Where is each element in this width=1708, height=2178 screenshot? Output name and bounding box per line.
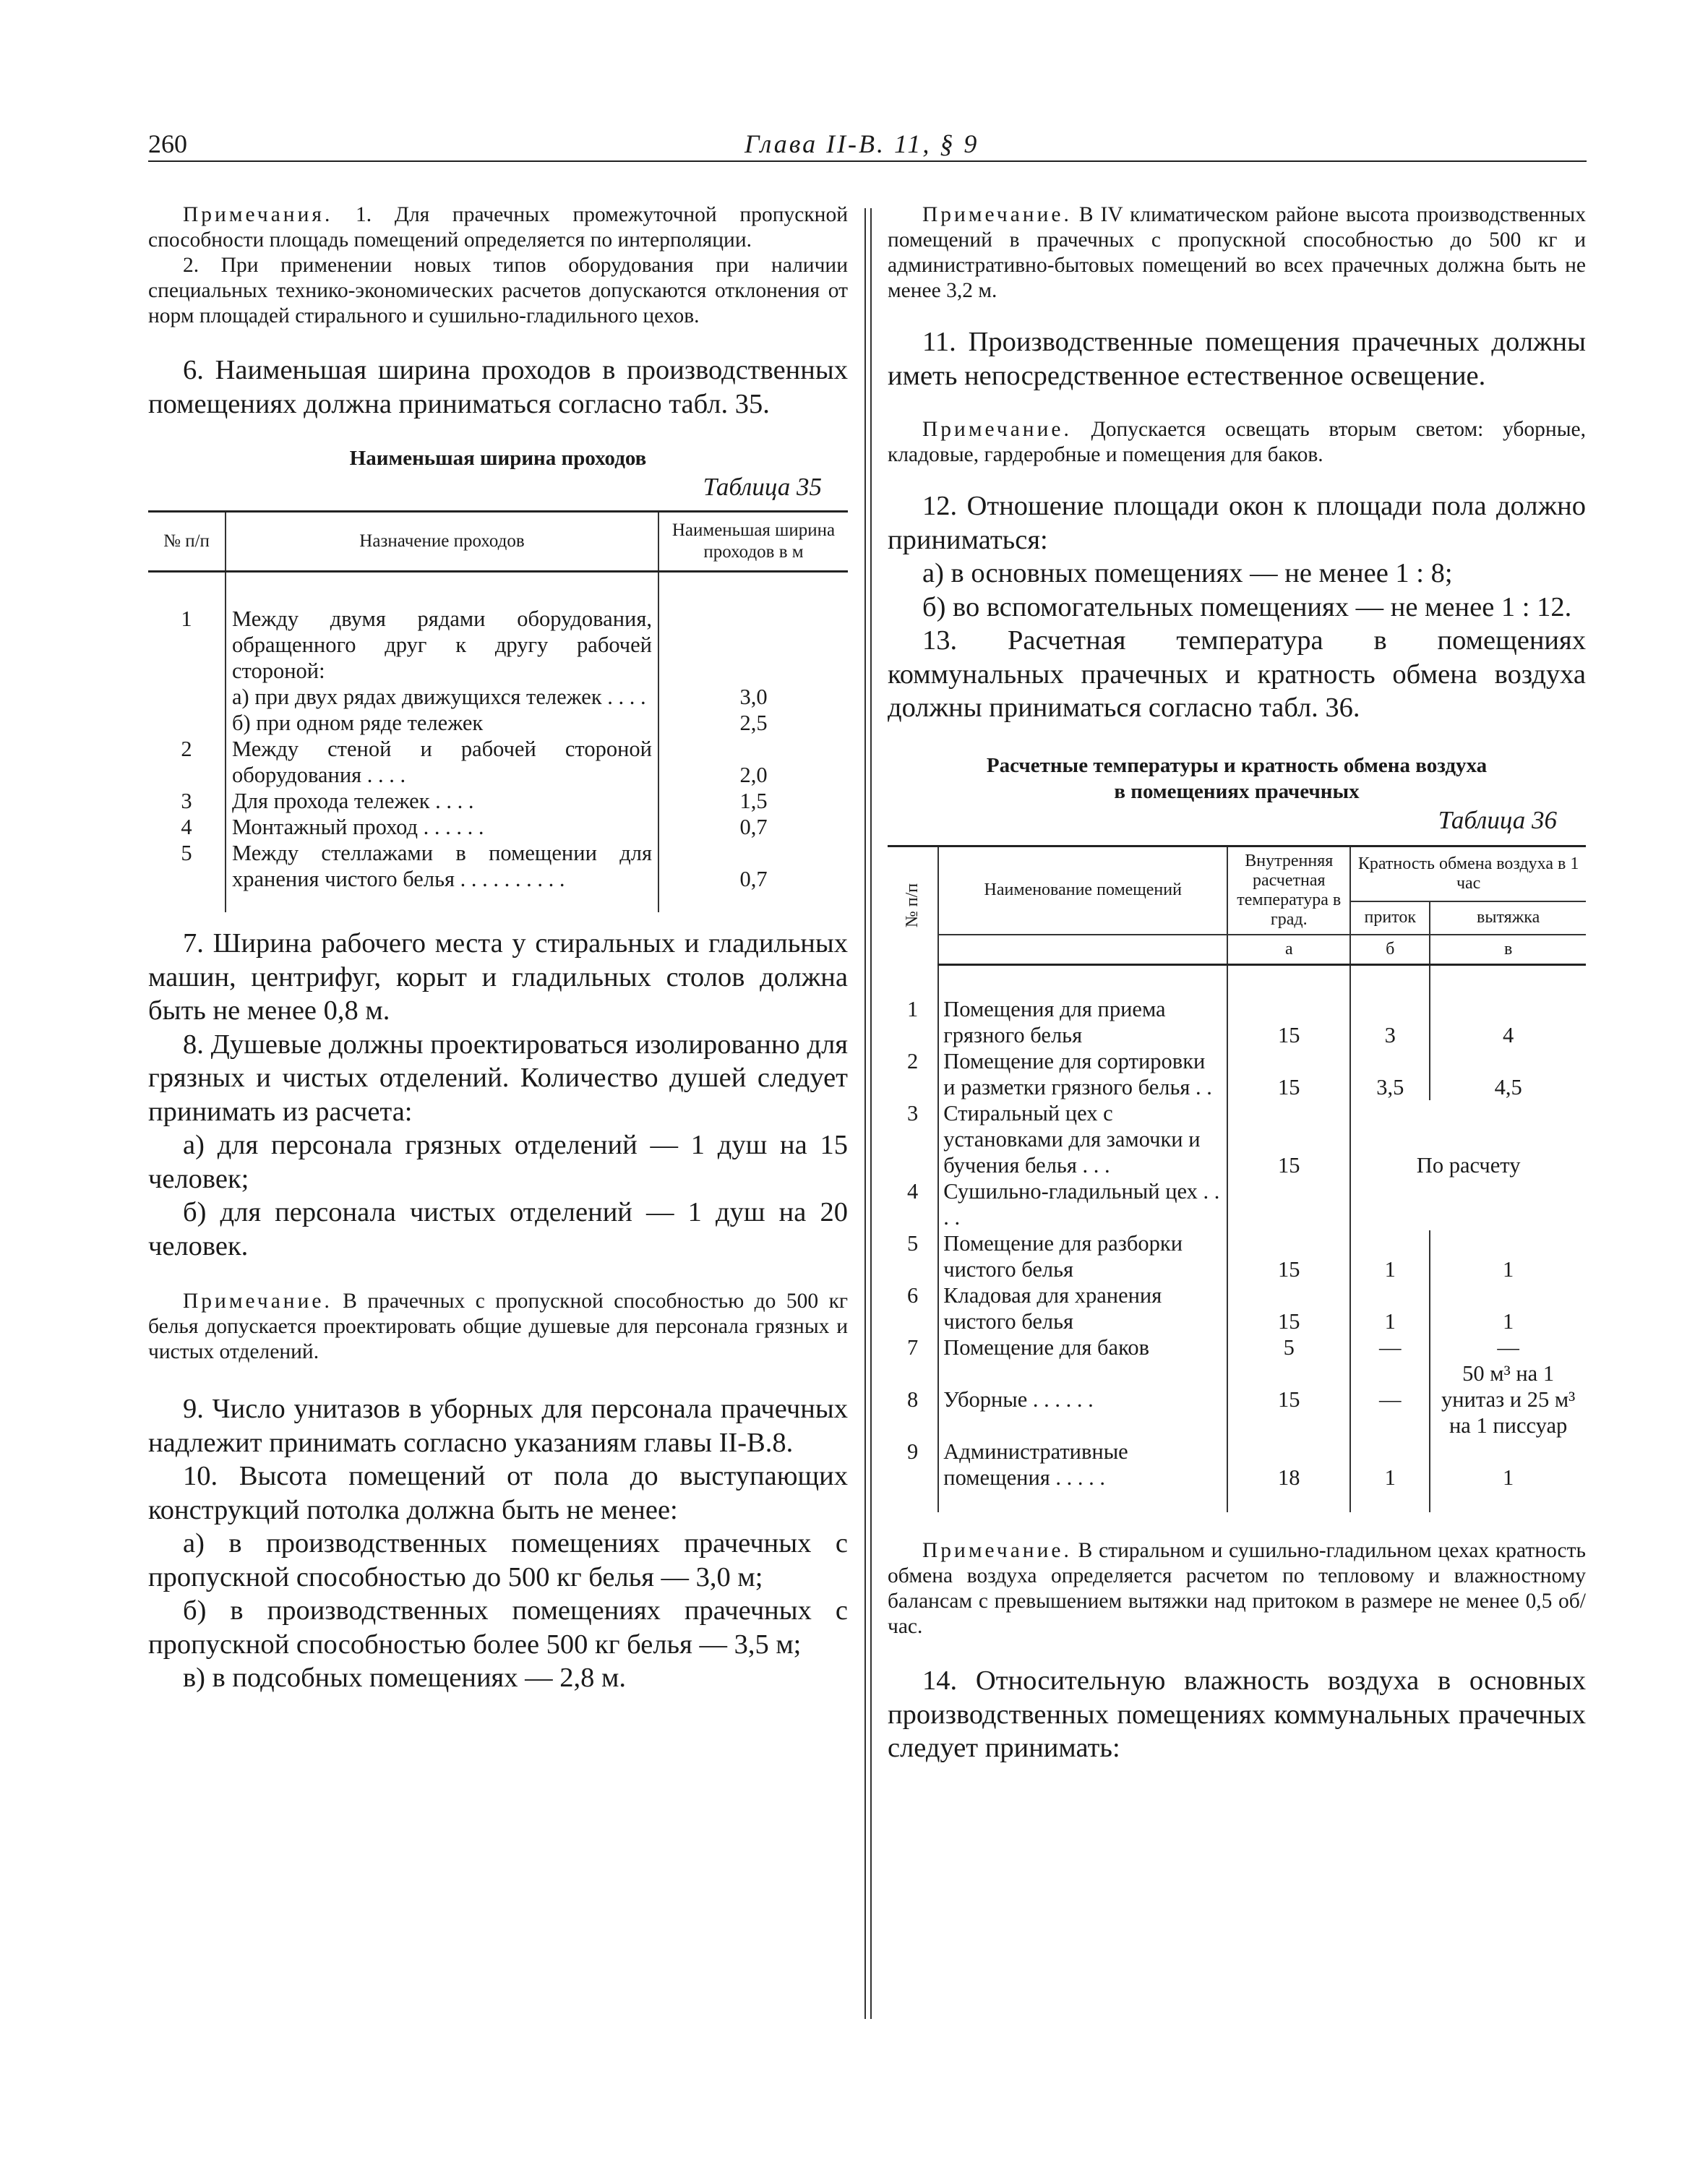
table-row [888,996,1586,1048]
col-header-num: № п/п [148,512,226,572]
row-temp: 15 [1227,1230,1350,1282]
row-text: Между двумя рядами оборудования, обращенного друг к другу рабочей стороной: [226,606,658,684]
note-text: В стиральном и сушильно-гладильном цехах кратность обмена воздуха определяется расчетом по тепловому и влажностному балансам с превышением вытяжки над притоком в размере не менее 0,5 об/час. [888,1539,1586,1638]
paragraph-8a: а) для персонала грязных отделений — 1 душ на 15 человек; [148,1130,848,1194]
row-out: 1 [1430,1282,1586,1334]
paragraph-10: 10. Высота помещений от пола до выступающих конструкций потолка должна быть не менее: [148,1461,848,1525]
row-num: 6 [907,1283,919,1308]
row-rate-merged: По расчету [1350,1100,1586,1230]
row-name: Помещение для баков [938,1334,1227,1360]
note-label: Примечание. [922,1539,1072,1562]
table-35 [148,510,848,912]
row-num: 9 [907,1439,919,1464]
paragraph-9: 9. Число унитазов в уборных для персонала прачечных надлежит принимать согласно указаниям главы II-B.8. [148,1394,848,1458]
row-num: 2 [181,737,192,761]
paragraph-12b: б) во вспомогательных помещениях — не менее 1 : 12. [922,591,1572,622]
running-title: Глава II-В. 11, § 9 [744,129,979,158]
row-text: б) при одном ряде тележек [226,710,658,736]
note-label: Примечания. [183,203,333,226]
note-label: Примечание. [922,203,1072,226]
row-out: — [1430,1334,1586,1360]
note-4 [888,417,1586,468]
row-name: Стиральный цех с установками для замочки и бучения белья . . . [938,1100,1227,1178]
col-letter: б [1350,935,1430,965]
table-row [888,1048,1586,1100]
row-num: 1 [907,997,919,1021]
row-in: 1 [1350,1230,1430,1282]
row-num: 5 [907,1231,919,1256]
row-value: 2,5 [658,710,848,736]
table-row [148,684,848,710]
paragraph-11: 11. Производственные помещения прачечных должны иметь непосредственное естественное освещение. [888,327,1586,391]
row-text: Между стеллажами в помещении для хранения чистого белья . . . . . . . . . . [226,840,658,892]
table-row [148,814,848,840]
paragraph-10a: а) в производственных помещениях прачечных с пропускной способностью до 500 кг белья — 3,0 м; [148,1528,848,1592]
note-label: Примечание. [183,1290,332,1313]
paragraph-12: 12. Отношение площади окон к площади пола должно приниматься: [888,491,1586,555]
paragraph-10c: в) в подсобных помещениях — 2,8 м. [183,1663,626,1693]
col-header-rate: Кратность обмена воздуха в 1 час [1350,846,1586,901]
table-row [888,1439,1586,1491]
table-row [888,1230,1586,1282]
table-row [148,840,848,892]
col-header-name: Наименование помещений [938,846,1227,935]
row-out: 50 м³ на 1 унитаз и 25 м³ на 1 писсуар [1430,1360,1586,1439]
note-2 [148,1289,848,1365]
row-text: Для прохода тележек . . . . [226,788,658,814]
col-header-width: Наименьшая ширина проходов в м [658,512,848,572]
col-letter: в [1430,935,1586,965]
col-letter: а [1227,935,1350,965]
paragraph-10b: б) в производственных помещениях прачечных с пропускной способностью более 500 кг белья — 3,5 м; [148,1595,848,1660]
row-value: 0,7 [658,840,848,892]
col-header-out: вытяжка [1430,901,1586,935]
row-out: 4,5 [1430,1048,1586,1100]
row-name: Уборные . . . . . . [938,1360,1227,1439]
col-header-temp: Внутренняя расчетная температура в град. [1227,846,1350,935]
header-rule [148,160,1587,162]
note-text: Допускается освещать вторым светом: уборные, кладовые, гардеробные и помещения для баков. [888,418,1586,466]
row-temp: 15 [1227,996,1350,1048]
row-value: 0,7 [658,814,848,840]
column-divider [864,208,872,2019]
row-out: 1 [1430,1230,1586,1282]
note-label: Примечание. [922,418,1072,441]
row-in: 1 [1350,1439,1430,1491]
row-temp: 5 [1227,1334,1350,1360]
paragraph-14: 14. Относительную влажность воздуха в основных производственных помещениях коммунальных прачечных следует принимать: [888,1665,1586,1763]
page-number: 260 [148,129,187,158]
note-text: В IV климатическом районе высота производственных помещений в прачечных с пропускной способностью до 500 кг и административно-бытовых помещений во всех прачечных должна быть не менее 3,2 м. [888,203,1586,302]
row-in: — [1350,1360,1430,1439]
row-text: Монтажный проход . . . . . . [226,814,658,840]
table-row [888,1360,1586,1439]
row-in: 1 [1350,1282,1430,1334]
note-5 [888,1538,1586,1639]
row-num: 1 [181,606,192,631]
row-num: 5 [181,841,192,865]
row-out: 4 [1430,996,1586,1048]
row-text: Между стеной и рабочей стороной оборудования . . . . [226,736,658,788]
table-row [148,736,848,788]
row-out: 1 [1430,1439,1586,1491]
paragraph-12a: а) в основных помещениях — не менее 1 : 8; [922,558,1453,588]
note-text: 1. Для прачечных промежуточной пропускной способности площадь помещений определяется по интерполяции. [148,203,848,252]
paragraph-13: 13. Расчетная температура в помещениях коммунальных прачечных и кратность обмена воздуха должны приниматься согласно табл. 36. [888,625,1586,723]
row-temp: 15 [1227,1100,1350,1230]
right-column [888,202,1586,1765]
row-temp: 18 [1227,1439,1350,1491]
row-num: 4 [181,815,192,839]
paragraph-6: 6. Наименьшая ширина проходов в производственных помещениях должна приниматься согласно табл. 35. [148,355,848,419]
row-num: 3 [181,789,192,813]
row-name: Сушильно-гладильный цех . . . . [938,1178,1227,1230]
paragraph-8: 8. Душевые должны проектироваться изолированно для грязных и чистых отделений. Количество душей следует принимать из расчета: [148,1029,848,1127]
row-value: 3,0 [658,684,848,710]
note-text: 2. При применении новых типов оборудования при наличии специальных технико-экономических расчетов допускаются отклонения от норм площадей стирального и сушильно-гладильного цехов. [148,254,848,327]
table-35-number: Таблица 35 [703,473,822,501]
row-in: 3,5 [1350,1048,1430,1100]
col-header-name: Назначение проходов [226,512,658,572]
col-header-num: № п/п [888,846,938,964]
row-name: Помещение для сортировки и разметки грязного белья . . [938,1048,1227,1100]
row-in: 3 [1350,996,1430,1048]
row-value: 1,5 [658,788,848,814]
row-temp: 15 [1227,1048,1350,1100]
row-text: а) при двух рядах движущихся тележек . . . . [226,684,658,710]
table-row [148,788,848,814]
paragraph-7: 7. Ширина рабочего места у стиральных и гладильных машин, центрифуг, корыт и гладильных столов должна быть не менее 0,8 м. [148,928,848,1026]
col-header-in: приток [1350,901,1430,935]
row-temp: 15 [1227,1282,1350,1334]
row-in: — [1350,1334,1430,1360]
table-row [148,710,848,736]
table-35-caption: Наименьшая ширина проходов [349,447,647,470]
row-name: Административные помещения . . . . . [938,1439,1227,1491]
left-column [148,202,848,1695]
row-num: 2 [907,1049,919,1073]
table-row [888,1100,1586,1178]
page-header [148,129,1587,160]
row-value: 2,0 [658,736,848,788]
table-36-number: Таблица 36 [1438,805,1557,834]
row-num: 7 [907,1335,919,1360]
note-3 [888,202,1586,304]
table-row [148,606,848,684]
paragraph-8b: б) для персонала чистых отделений — 1 душ на 20 человек. [148,1197,848,1261]
row-num: 3 [907,1101,919,1126]
table-row [888,1334,1586,1360]
caption-line: Расчетные температуры и кратность обмена воздуха [986,753,1488,777]
table-36 [888,845,1586,1513]
note-text: В прачечных с пропускной способностью до 500 кг белья допускается проектировать общие душевые для персонала грязных и чистых отделений. [148,1290,849,1363]
row-name: Помещение для разборки чистого белья [938,1230,1227,1282]
caption-line: в помещениях прачечных [1114,779,1360,803]
row-name: Помещения для приема грязного белья [938,996,1227,1048]
note-1 [148,202,848,329]
row-name: Кладовая для хранения чистого белья [938,1282,1227,1334]
table-36-caption [888,753,1586,805]
row-temp: 15 [1227,1360,1350,1439]
row-num: 4 [907,1179,919,1204]
table-row [888,1282,1586,1334]
row-num: 8 [907,1387,919,1412]
